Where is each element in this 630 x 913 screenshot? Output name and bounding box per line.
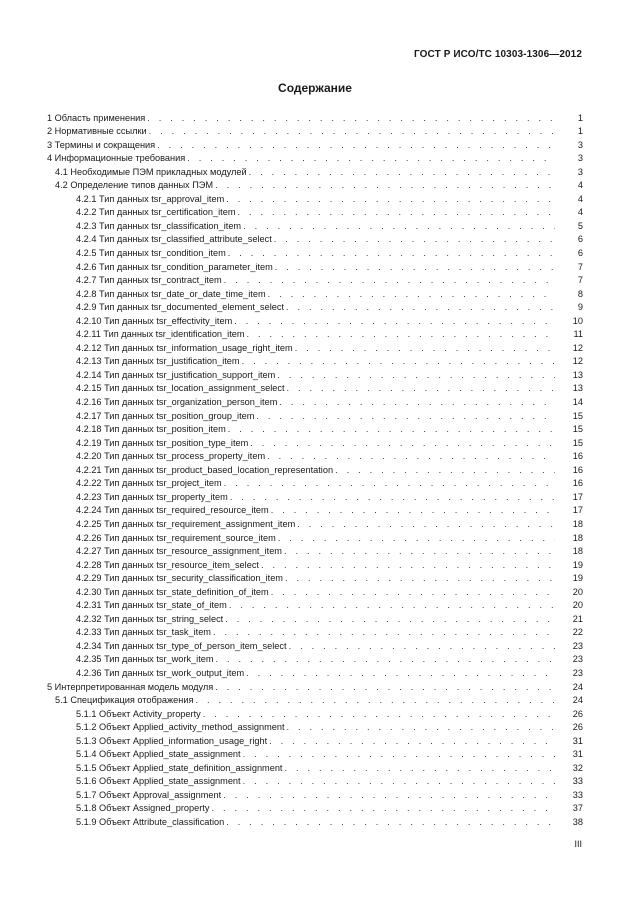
toc-entry-title: 4.2.29 Тип данных tsr_security_classification_item [76, 573, 283, 584]
toc-entry-page: 1 [577, 126, 583, 137]
toc-entry-title: 4.2.6 Тип данных tsr_condition_parameter_item [76, 261, 273, 272]
toc-entry-page: 20 [572, 586, 583, 597]
toc-entry-title: 5.1.5 Объект Applied_state_definition_assignment [76, 762, 283, 773]
toc-entry-page: 4 [577, 193, 583, 204]
toc-entry[interactable] [47, 273, 583, 287]
toc-entry-page: 38 [572, 816, 583, 827]
toc-entry-title: 5.1.6 Объект Applied_state_assignment [76, 776, 241, 787]
toc-dot-leader [289, 641, 555, 652]
toc-entry-title: 4.2.35 Тип данных tsr_work_item [76, 654, 214, 665]
toc-entry-title: 4.2.25 Тип данных tsr_requirement_assignment_item [76, 518, 296, 529]
toc-entry[interactable] [47, 801, 583, 815]
toc-entry[interactable] [47, 706, 583, 720]
toc-dot-leader [287, 383, 555, 394]
toc-entry-page: 4 [577, 180, 583, 191]
toc-entry-page: 16 [572, 451, 583, 462]
toc-entry[interactable] [47, 367, 583, 381]
toc-entry[interactable] [47, 760, 583, 774]
toc-entry-page: 1 [577, 112, 583, 123]
toc-entry[interactable] [47, 232, 583, 246]
toc-dot-leader [250, 438, 555, 449]
toc-entry-title: 4.2.27 Тип данных tsr_resource_assignment_item [76, 546, 282, 557]
toc-entry-page: 15 [572, 410, 583, 421]
toc-entry[interactable] [47, 178, 583, 192]
toc-entry[interactable] [47, 259, 583, 273]
toc-entry[interactable] [47, 693, 583, 707]
toc-dot-leader [269, 736, 555, 747]
toc-dot-leader [295, 343, 555, 354]
toc-dot-leader [249, 167, 555, 178]
toc-entry[interactable] [47, 652, 583, 666]
toc-entry[interactable] [47, 327, 583, 341]
toc-title: Содержание [278, 81, 352, 95]
toc-entry-title: 4.2.34 Тип данных tsr_type_of_person_item_select [76, 640, 287, 651]
toc-entry-page: 18 [572, 546, 583, 557]
toc-entry[interactable] [47, 313, 583, 327]
toc-dot-leader [284, 763, 555, 774]
toc-entry[interactable] [47, 205, 583, 219]
toc-dot-leader [271, 505, 555, 516]
toc-entry[interactable] [47, 124, 583, 138]
toc-dot-leader [187, 153, 555, 164]
toc-entry[interactable] [47, 151, 583, 165]
toc-dot-leader [268, 289, 555, 300]
toc-entry-title: 4.2.1 Тип данных tsr_approval_item [76, 193, 225, 204]
toc-entry[interactable] [47, 814, 583, 828]
toc-entry-page: 37 [572, 803, 583, 814]
toc-entry-title: 4.2.12 Тип данных tsr_information_usage_right_item [76, 342, 293, 353]
toc-entry-title: 4.2.30 Тип данных tsr_state_definition_of_item [76, 586, 269, 597]
toc-entry-page: 24 [572, 695, 583, 706]
toc-dot-leader [213, 627, 555, 638]
toc-dot-leader [215, 682, 555, 693]
toc-entry-page: 18 [572, 532, 583, 543]
toc-entry[interactable] [47, 503, 583, 517]
toc-entry-page: 32 [572, 762, 583, 773]
toc-entry-title: 4 Информационные требования [47, 153, 186, 164]
toc-entry[interactable] [47, 449, 583, 463]
toc-entry[interactable] [47, 381, 583, 395]
toc-entry-title: 5.1.1 Объект Activity_property [76, 708, 201, 719]
toc-dot-leader [286, 302, 555, 313]
toc-entry-title: 5 Интерпретированная модель модуля [47, 681, 214, 692]
toc-entry-title: 4.2.7 Тип данных tsr_contract_item [76, 275, 222, 286]
toc-entry[interactable] [47, 665, 583, 679]
toc-entry[interactable] [47, 774, 583, 788]
toc-entry-title: 4.2.2 Тип данных tsr_certification_item [76, 207, 236, 218]
toc-entry-title: 4.2.36 Тип данных tsr_work_output_item [76, 667, 245, 678]
toc-entry-title: 4.2.8 Тип данных tsr_date_or_date_time_item [76, 288, 266, 299]
toc-dot-leader [215, 180, 555, 191]
toc-entry-title: 4.2.24 Тип данных tsr_required_resource_item [76, 505, 269, 516]
toc-entry-page: 23 [572, 640, 583, 651]
toc-dot-leader [247, 329, 555, 340]
toc-dot-leader [228, 424, 555, 435]
toc-entry-title: 2 Нормативные ссылки [47, 126, 147, 137]
toc-entry-title: 5.1 Спецификация отображения [55, 695, 194, 706]
toc-entry-title: 4.2.10 Тип данных tsr_effectivity_item [76, 315, 233, 326]
toc-entry[interactable] [47, 733, 583, 747]
toc-entry[interactable] [47, 408, 583, 422]
toc-dot-leader [224, 275, 555, 286]
toc-dot-leader [277, 370, 555, 381]
toc-entry[interactable] [47, 286, 583, 300]
toc-dot-leader [242, 356, 555, 367]
toc-entry-title: 5.1.9 Объект Attribute_classification [76, 816, 225, 827]
toc-entry-title: 4.2.9 Тип данных tsr_documented_element_select [76, 302, 285, 313]
toc-entry-page: 13 [572, 383, 583, 394]
toc-entry[interactable] [47, 164, 583, 178]
toc-entry-page: 10 [572, 315, 583, 326]
toc-entry-page: 11 [573, 329, 583, 340]
toc-dot-leader [234, 316, 555, 327]
toc-entry-title: 4.2.20 Тип данных tsr_process_property_item [76, 451, 266, 462]
toc-entry[interactable] [47, 720, 583, 734]
toc-entry[interactable] [47, 394, 583, 408]
toc-entry-page: 17 [572, 505, 583, 516]
toc-dot-leader [243, 776, 555, 787]
toc-entry-page: 31 [572, 749, 583, 760]
page-number: III [574, 839, 582, 849]
toc-entry-title: 4.2.21 Тип данных tsr_product_based_location_representation [76, 464, 334, 475]
toc-entry-title: 4.2.16 Тип данных tsr_organization_person_item [76, 397, 278, 408]
toc-entry-page: 19 [572, 573, 583, 584]
toc-dot-leader [243, 221, 555, 232]
toc-entry[interactable] [47, 544, 583, 558]
toc-entry-title: 4.2.23 Тип данных tsr_property_item [76, 491, 228, 502]
toc-entry[interactable] [47, 489, 583, 503]
toc-entry-title: 4.2.4 Тип данных tsr_classified_attribute_select [76, 234, 272, 245]
toc-dot-leader [230, 492, 555, 503]
toc-entry-page: 33 [572, 789, 583, 800]
toc-entry-page: 23 [572, 654, 583, 665]
toc-entry-page: 23 [572, 667, 583, 678]
toc-dot-leader [223, 790, 555, 801]
toc-entry-page: 14 [572, 397, 583, 408]
toc-entry-page: 26 [572, 722, 583, 733]
toc-dot-leader [228, 248, 555, 259]
toc-dot-leader [274, 234, 555, 245]
toc-entry-title: 4.1 Необходимые ПЭМ прикладных модулей [55, 166, 247, 177]
toc-entry-title: 4.2.17 Тип данных tsr_position_group_item [76, 410, 255, 421]
toc-entry-page: 3 [577, 166, 583, 177]
toc-dot-leader [157, 140, 555, 151]
toc-entry[interactable] [47, 679, 583, 693]
toc-dot-leader [226, 194, 555, 205]
toc-entry-title: 5.1.3 Объект Applied_information_usage_right [76, 735, 268, 746]
toc-entry-title: 5.1.8 Объект Assigned_property [76, 803, 210, 814]
toc-entry-page: 15 [572, 424, 583, 435]
toc-entry[interactable] [47, 422, 583, 436]
toc-entry-page: 21 [572, 613, 583, 624]
toc-dot-leader [149, 126, 555, 137]
toc-entry-page: 18 [572, 518, 583, 529]
toc-dot-leader [216, 654, 555, 665]
toc-dot-leader [261, 560, 555, 571]
toc-entry-page: 19 [572, 559, 583, 570]
toc-dot-leader [147, 113, 555, 124]
toc-entry-page: 16 [572, 478, 583, 489]
toc-entry-page: 26 [572, 708, 583, 719]
toc-entry-title: 5.1.4 Объект Applied_state_assignment [76, 749, 241, 760]
toc-entry-page: 22 [572, 627, 583, 638]
toc-entry[interactable] [47, 340, 583, 354]
toc-entry-page: 3 [577, 139, 583, 150]
toc-dot-leader [279, 397, 555, 408]
toc-entry[interactable] [47, 191, 583, 205]
toc-entry-page: 9 [577, 302, 583, 313]
toc-dot-leader [278, 533, 555, 544]
toc-entry-title: 4.2.19 Тип данных tsr_position_type_item [76, 437, 249, 448]
toc-entry-page: 5 [577, 220, 583, 231]
toc-dot-leader [195, 695, 555, 706]
toc-dot-leader [243, 749, 555, 760]
toc-dot-leader [275, 262, 555, 273]
toc-entry-title: 4.2.15 Тип данных tsr_location_assignment_select [76, 383, 285, 394]
toc-dot-leader [246, 668, 555, 679]
toc-entry[interactable] [47, 571, 583, 585]
toc-entry-title: 4.2.31 Тип данных tsr_state_of_item [76, 600, 227, 611]
toc-entry[interactable] [47, 638, 583, 652]
toc-entry-page: 6 [577, 248, 583, 259]
toc-entry[interactable] [47, 584, 583, 598]
toc-dot-leader [267, 451, 555, 462]
toc-entry[interactable] [47, 435, 583, 449]
toc-entry-page: 13 [572, 369, 583, 380]
toc-entry[interactable] [47, 516, 583, 530]
toc-dot-leader [226, 817, 555, 828]
toc-entry-title: 4.2.22 Тип данных tsr_project_item [76, 478, 222, 489]
toc-dot-leader [284, 546, 555, 557]
toc-entry-page: 12 [572, 342, 583, 353]
toc-dot-leader [229, 600, 555, 611]
toc-entry[interactable] [47, 300, 583, 314]
toc-entry[interactable] [47, 110, 583, 124]
toc-entry-page: 8 [577, 288, 583, 299]
toc-dot-leader [237, 207, 555, 218]
toc-entry-title: 4.2.28 Тип данных tsr_resource_item_select [76, 559, 259, 570]
toc-entry-title: 4.2.11 Тип данных tsr_identification_item [76, 329, 245, 340]
toc-entry-title: 4.2.3 Тип данных tsr_classification_item [76, 220, 242, 231]
toc-entry-title: 4.2.14 Тип данных tsr_justification_support_item [76, 369, 276, 380]
toc-entry-page: 7 [577, 261, 583, 272]
document-id: ГОСТ Р ИСО/ТС 10303-1306—2012 [414, 49, 582, 60]
toc-entry[interactable] [47, 462, 583, 476]
toc-entry[interactable] [47, 611, 583, 625]
toc-dot-leader [287, 722, 555, 733]
toc-entry-title: 4.2.13 Тип данных tsr_justification_item [76, 356, 240, 367]
toc-entry-title: 5.1.7 Объект Approval_assignment [76, 789, 222, 800]
toc-dot-leader [225, 614, 555, 625]
toc-entry[interactable] [47, 598, 583, 612]
toc-entry-page: 31 [572, 735, 583, 746]
toc-entry-page: 24 [572, 681, 583, 692]
toc-entry-title: 4.2 Определение типов данных ПЭМ [55, 180, 214, 191]
toc-entry[interactable] [47, 747, 583, 761]
toc-entry[interactable] [47, 245, 583, 259]
toc-entry-page: 16 [572, 464, 583, 475]
toc-dot-leader [285, 573, 555, 584]
toc-dot-leader [271, 587, 555, 598]
toc-entry[interactable] [47, 218, 583, 232]
toc-dot-leader [211, 803, 555, 814]
toc-entry-title: 4.2.33 Тип данных tsr_task_item [76, 627, 211, 638]
toc-dot-leader [256, 411, 555, 422]
toc-entry-page: 6 [577, 234, 583, 245]
toc-dot-leader [224, 478, 555, 489]
toc-entry[interactable] [47, 625, 583, 639]
toc-entry[interactable] [47, 354, 583, 368]
toc-entry[interactable] [47, 476, 583, 490]
toc-entry-page: 12 [572, 356, 583, 367]
toc-entry-page: 3 [577, 153, 583, 164]
toc-entry-title: 4.2.26 Тип данных tsr_requirement_source_item [76, 532, 276, 543]
toc-entry[interactable] [47, 787, 583, 801]
toc-entry-title: 1 Область применения [47, 112, 146, 123]
toc-entry-page: 17 [572, 491, 583, 502]
table-of-contents [47, 110, 583, 828]
toc-entry[interactable] [47, 557, 583, 571]
toc-entry-page: 15 [572, 437, 583, 448]
toc-entry-page: 20 [572, 600, 583, 611]
toc-entry-title: 3 Термины и сокращения [47, 139, 156, 150]
toc-entry-page: 7 [577, 275, 583, 286]
toc-dot-leader [335, 465, 555, 476]
toc-entry-page: 33 [572, 776, 583, 787]
toc-entry[interactable] [47, 137, 583, 151]
toc-entry-title: 5.1.2 Объект Applied_activity_method_assignment [76, 722, 285, 733]
toc-entry-page: 4 [577, 207, 583, 218]
toc-dot-leader [297, 519, 555, 530]
toc-dot-leader [203, 709, 555, 720]
toc-entry-title: 4.2.5 Тип данных tsr_condition_item [76, 248, 226, 259]
toc-entry[interactable] [47, 530, 583, 544]
toc-entry-title: 4.2.18 Тип данных tsr_position_item [76, 424, 226, 435]
toc-entry-title: 4.2.32 Тип данных tsr_string_select [76, 613, 224, 624]
